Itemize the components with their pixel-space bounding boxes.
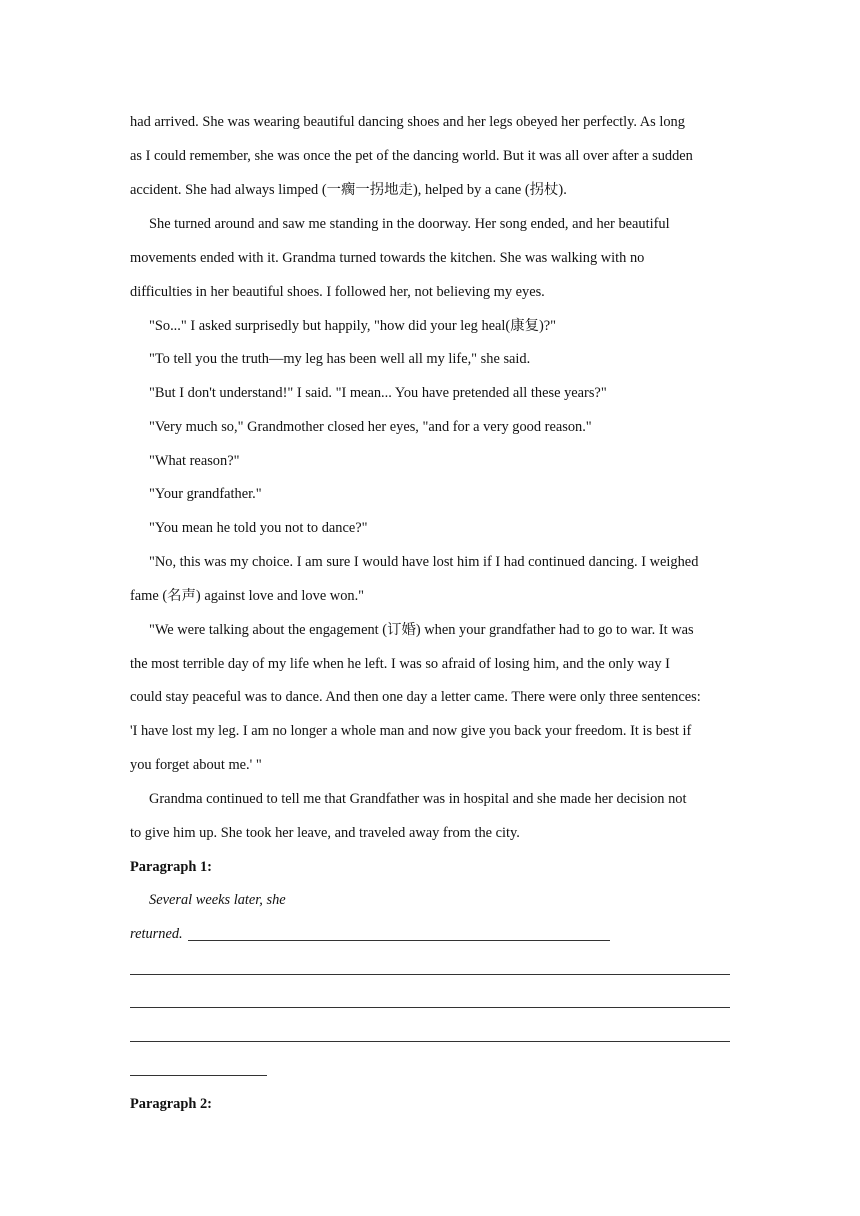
- paragraph2-heading: Paragraph 2:: [130, 1096, 212, 1112]
- story-line: Grandma continued to tell me that Grandfather was in hospital and she made her decision not: [149, 791, 687, 807]
- story-line: accident. She had always limped (一瘸一拐地走), helped by a cane (拐杖).: [130, 182, 567, 198]
- story-line: movements ended with it. Grandma turned towards the kitchen. She was walking with no: [130, 250, 645, 266]
- answer-line[interactable]: [130, 1007, 730, 1008]
- story-line: 'I have lost my leg. I am no longer a whole man and now give you back your freedom. It is best if: [130, 723, 692, 739]
- answer-blank[interactable]: [188, 940, 610, 941]
- dialogue-line: "But I don't understand!" I said. "I mean... You have pretended all these years?": [149, 385, 607, 401]
- answer-line[interactable]: [130, 1075, 267, 1076]
- dialogue-line: "You mean he told you not to dance?": [149, 520, 368, 536]
- dialogue-line: "Your grandfather.": [149, 486, 262, 502]
- story-line: you forget about me.' ": [130, 757, 262, 773]
- dialogue-line: "To tell you the truth—my leg has been well all my life," she said.: [149, 351, 531, 367]
- story-line: had arrived. She was wearing beautiful dancing shoes and her legs obeyed her perfectly. As long: [130, 114, 685, 130]
- story-line: could stay peaceful was to dance. And then one day a letter came. There were only three sentences:: [130, 689, 701, 705]
- story-line: She turned around and saw me standing in the doorway. Her song ended, and her beautiful: [149, 216, 670, 232]
- paragraph1-heading: Paragraph 1:: [130, 859, 212, 875]
- dialogue-line: "So..." I asked surprisedly but happily, "how did your leg heal(康复)?": [149, 318, 557, 334]
- paragraph1-prompt: returned.: [130, 926, 183, 942]
- story-line: "We were talking about the engagement (订婚) when your grandfather had to go to war. It was: [149, 622, 694, 638]
- story-line: difficulties in her beautiful shoes. I followed her, not believing my eyes.: [130, 284, 545, 300]
- story-line: as I could remember, she was once the pet of the dancing world. But it was all over after a sudden: [130, 148, 693, 164]
- dialogue-line: "What reason?": [149, 453, 240, 469]
- story-line: to give him up. She took her leave, and traveled away from the city.: [130, 825, 520, 841]
- answer-line[interactable]: [130, 974, 730, 975]
- story-line: "No, this was my choice. I am sure I would have lost him if I had continued dancing. I weighed: [149, 554, 699, 570]
- story-line: fame (名声) against love and love won.": [130, 588, 365, 604]
- paragraph1-prompt: Several weeks later, she: [149, 892, 286, 908]
- story-line: the most terrible day of my life when he left. I was so afraid of losing him, and the only way I: [130, 656, 670, 672]
- answer-line[interactable]: [130, 1041, 730, 1042]
- dialogue-line: "Very much so," Grandmother closed her eyes, "and for a very good reason.": [149, 419, 592, 435]
